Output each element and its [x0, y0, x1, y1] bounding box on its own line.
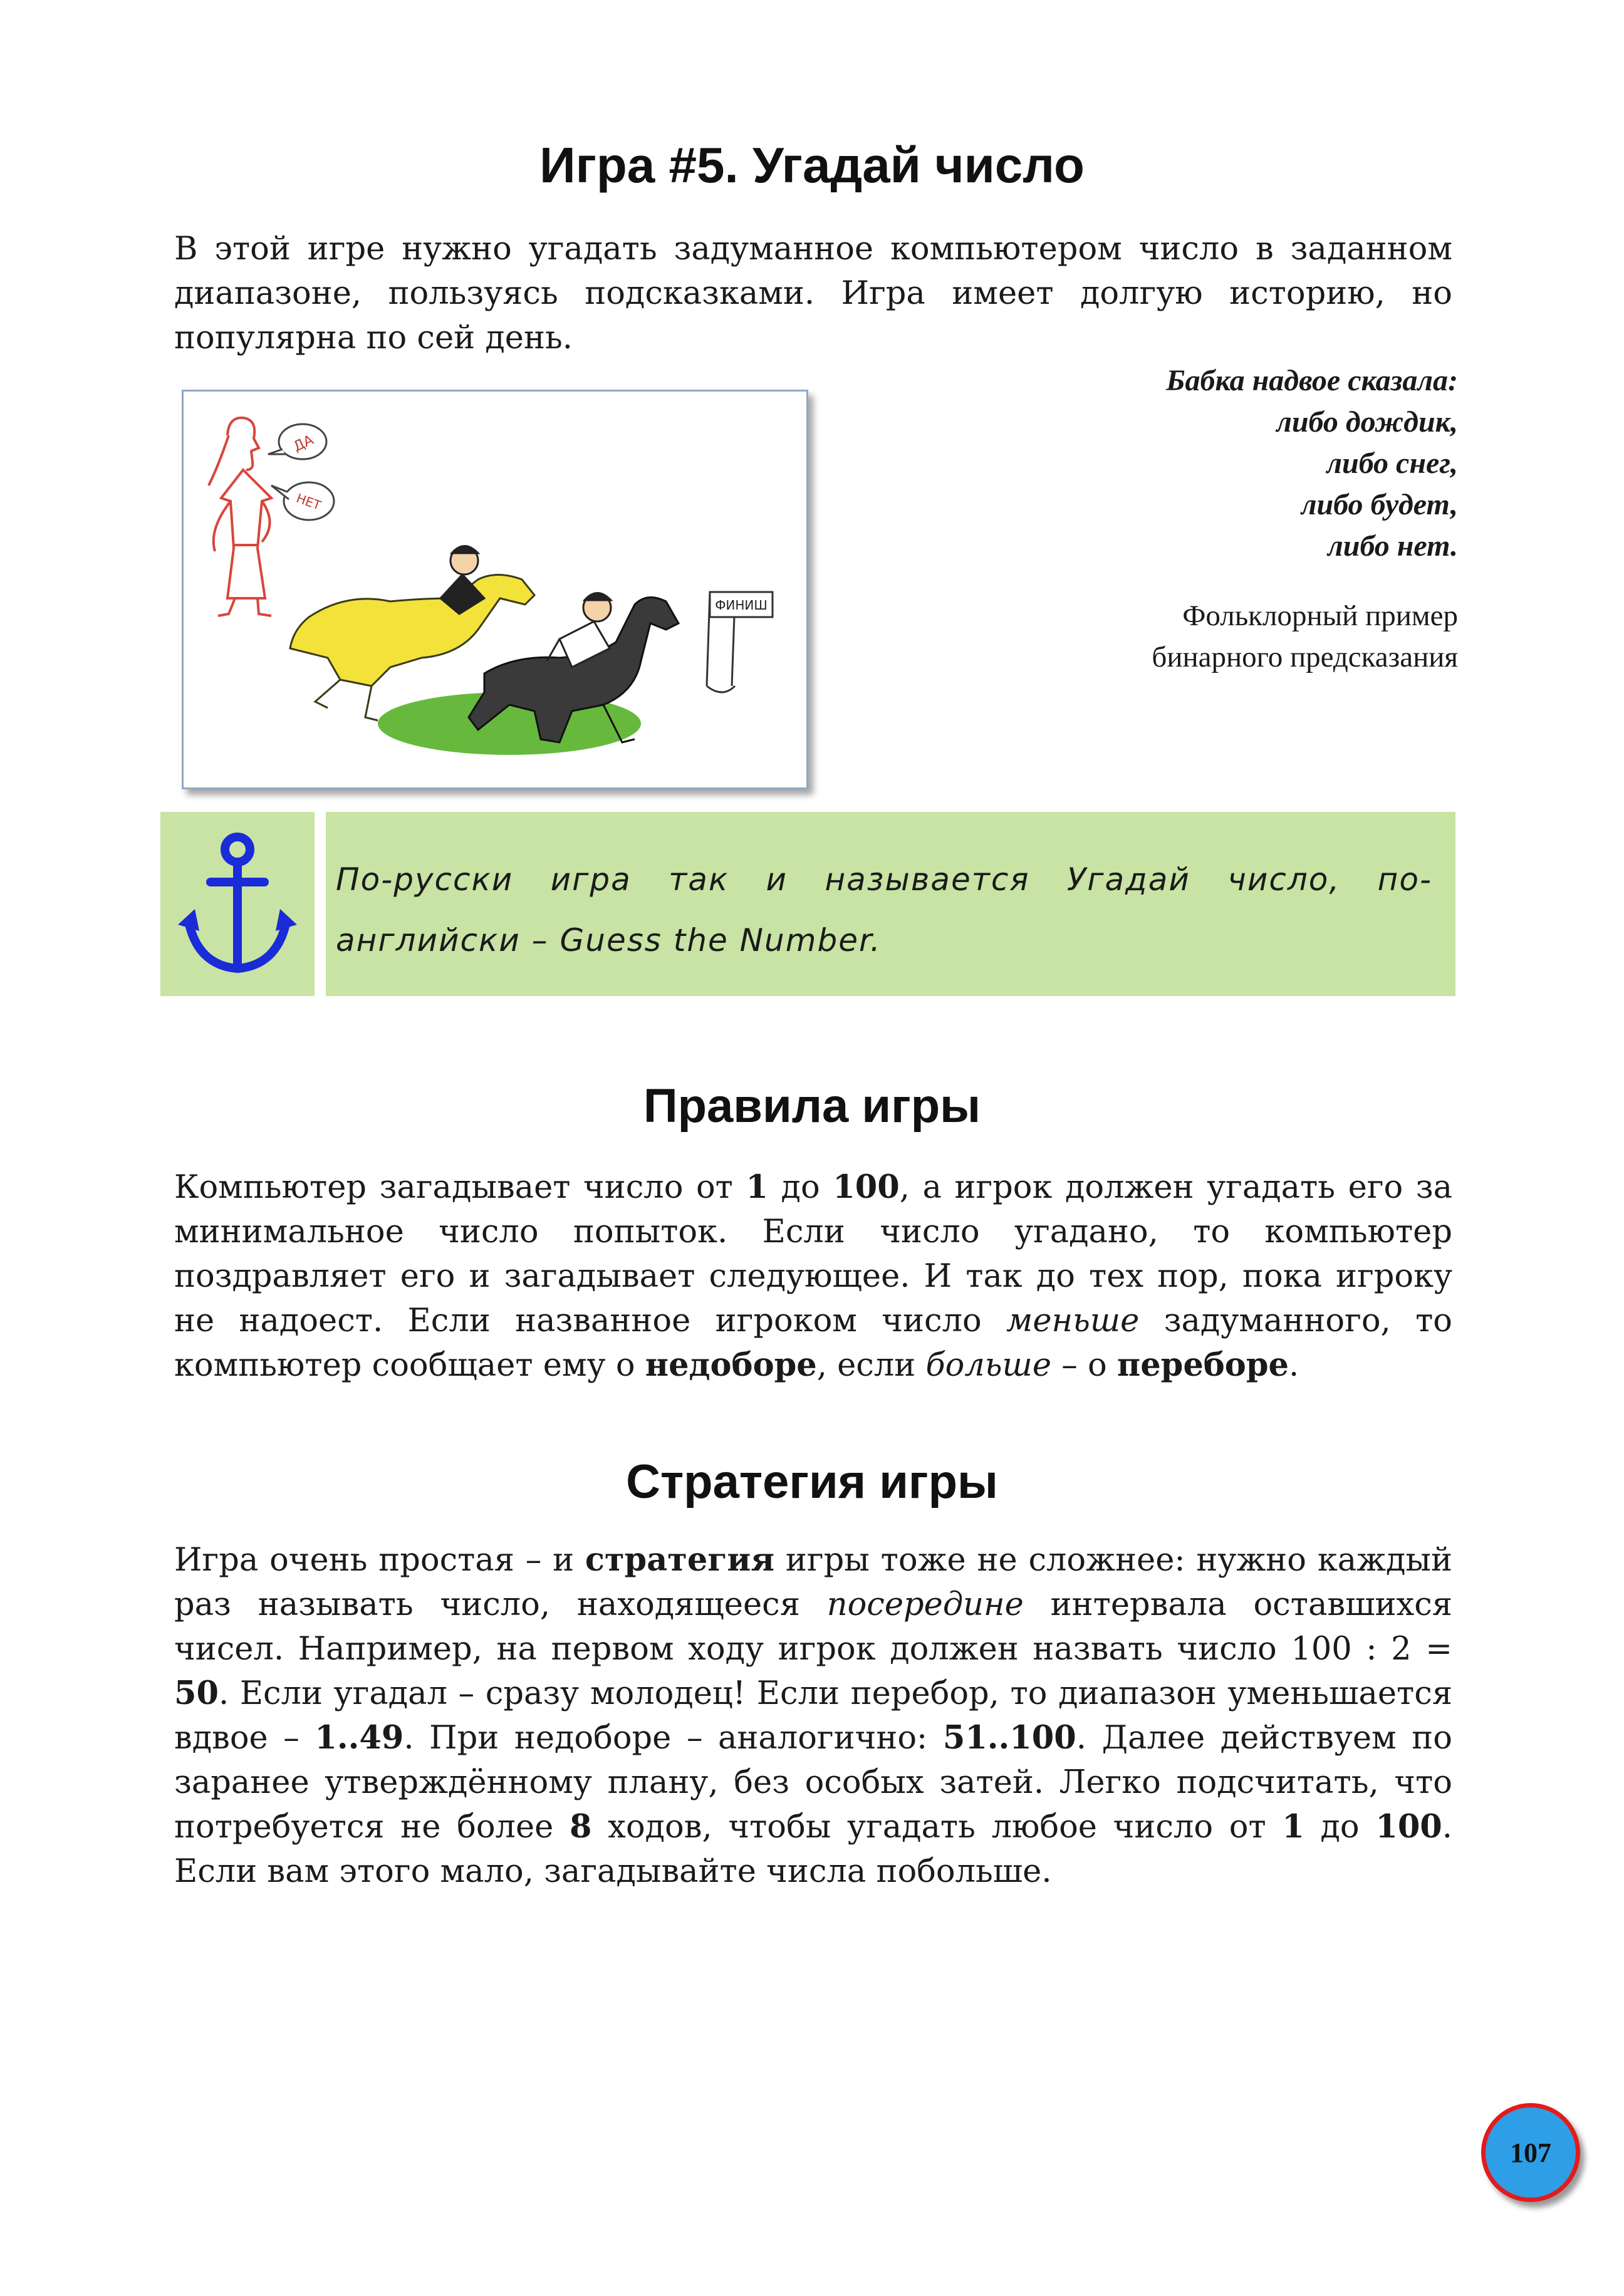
epigraph-line: Бабка надвое сказала: [1166, 364, 1458, 397]
caption-line: Фольклорный пример [1182, 600, 1458, 632]
caption-line: бинарного предсказания [1152, 641, 1458, 673]
note-box [160, 812, 1455, 996]
epigraph-line: либо будет, [1301, 488, 1458, 521]
rules-paragraph: Компьютер загадывает число от 1 до 100, а игрок должен угадать его за минимальное число попыток. Если число угадано, то компьютер поздравляет его и загадывает следующее. И так до тех пор, пока игроку не надоест. Если названное игроком число меньше задуманного, то компьютер сообщает ему о недоборе, если больше – о переборе. [174, 1168, 1453, 1384]
illustration [182, 390, 808, 789]
epigraph-caption [1152, 595, 1458, 678]
page-number: 107 [1481, 2103, 1580, 2202]
anchor-icon [160, 812, 315, 996]
note-icon-panel [160, 812, 315, 996]
epigraph-line: либо снег, [1326, 447, 1458, 480]
epigraph-line: либо нет. [1328, 529, 1458, 563]
note-text: По-русски игра так и называется Угадай число, по-английски – Guess the Number. [336, 861, 1432, 958]
epigraph-line: либо дождик, [1276, 405, 1458, 439]
intro-paragraph: В этой игре нужно угадать задуманное компьютером число в заданном диапазоне, пользуясь подсказками. Игра имеет долгую историю, но популярна по сей день. [174, 231, 1452, 356]
strategy-heading: Стратегия игры [626, 1455, 998, 1509]
speech-yes-label: ДА [291, 432, 316, 455]
horse-race-drawing [184, 392, 806, 787]
epigraph [1166, 360, 1458, 567]
strategy-paragraph: Игра очень простая – и стратегия игры тоже не сложнее: нужно каждый раз называть число, находящееся посередине интервала оставшихся чисел. Например, на первом ходу игрок должен назвать число 100 : 2 = 50. Если угадал – сразу молодец! Если перебор, то диапазон уменьшается вдвое – 1..49. При недоборе – аналогично: 51..100. Далее действуем по заранее утверждённому плану, без особых затей. Легко подсчитать, что потребуется не более 8 ходов, чтобы угадать любое число от 1 до 100. Если вам этого мало, загадывайте числа побольше. [174, 1541, 1453, 1890]
grandma-figure [209, 418, 271, 616]
rules-heading: Правила игры [643, 1079, 981, 1133]
speech-no-label: НЕТ [294, 490, 323, 514]
page-title: Игра #5. Угадай число [539, 137, 1085, 193]
finish-label: ФИНИШ [715, 598, 768, 613]
